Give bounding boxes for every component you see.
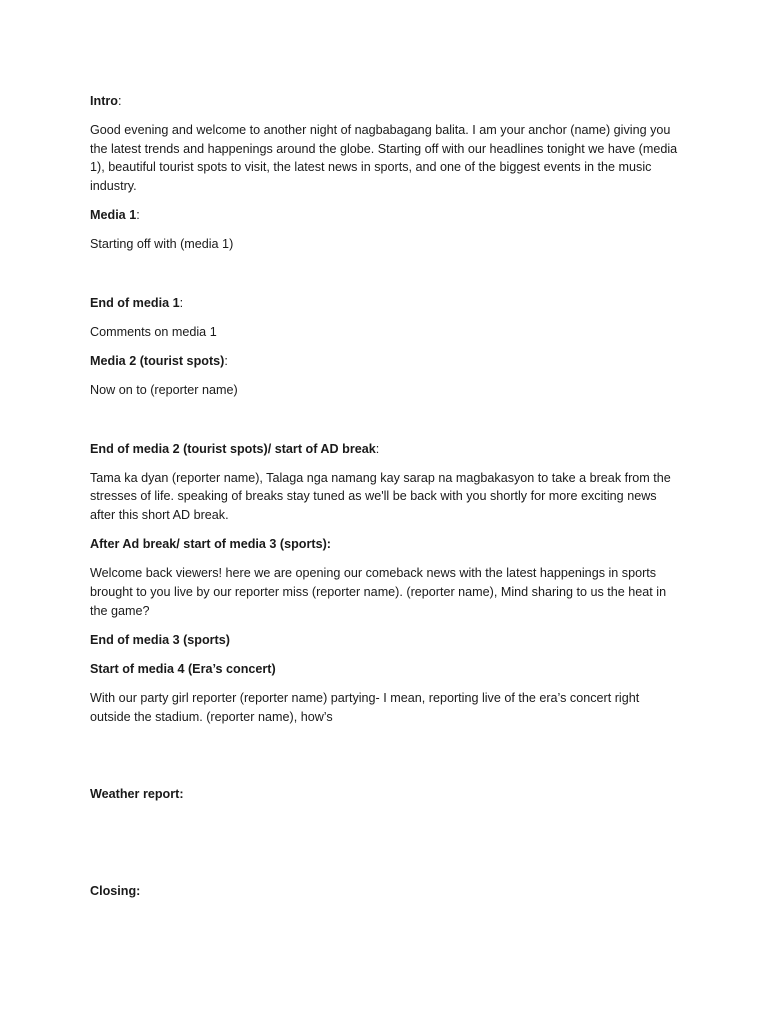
end-media1-heading [90,294,680,313]
media1-paragraph: Starting off with (media 1) [90,237,234,252]
closing-heading-label: Closing: [90,884,141,899]
end-media1-heading-label: End of media 1 [90,295,180,310]
blank-line [90,814,680,882]
media2-heading-suffix: : [224,354,228,369]
end-media3-heading-label: End of media 3 (sports) [90,632,230,647]
intro-heading-label: Intro [90,94,118,108]
media1-heading-suffix: : [136,208,140,223]
media2-heading-label: Media 2 (tourist spots) [90,354,225,369]
weather-heading-label: Weather report: [90,786,184,801]
intro-paragraph: Good evening and welcome to another night of nagbabagang balita. I am your anchor (name) giving you the latest trends and happenings around the globe. Starting off with our headlines tonight we have (media 1), beautiful tourist spots to visit, the latest news in sports, and one of the biggest events in the music industry. [90,123,678,193]
after-ad-heading [90,535,680,554]
blank-line [90,737,680,785]
media1-heading [90,206,680,225]
start-media4-heading-label: Start of media 4 (Era’s concert) [90,661,276,676]
after-ad-heading-label: After Ad break/ start of media 3 (sports): [90,537,331,552]
media2-paragraph: Now on to (reporter name) [90,383,238,398]
end-media2-heading-suffix: : [375,441,380,456]
end-media2-heading [90,440,680,459]
start-media4-heading [90,660,680,679]
intro-heading-suffix: : [117,94,122,108]
media1-heading-label: Media 1 [90,208,137,223]
end-media2-heading-label: End of media 2 (tourist spots)/ start of AD break [90,441,376,456]
media2-heading [90,352,680,371]
closing-heading [90,882,680,901]
start-media4-paragraph: With our party girl reporter (reporter name) partying- I mean, reporting live of the era’s concert right outside the stadium. (reporter name), how’s [90,691,640,724]
end-media3-heading [90,631,680,650]
weather-heading [90,785,680,804]
after-ad-paragraph: Welcome back viewers! here we are opening our comeback news with the latest happenings in sports brought to you live by our reporter miss (reporter name). (reporter name), Mind sharing to us the heat in the game? [90,566,667,618]
intro-heading [90,92,680,111]
blank-line [90,265,680,294]
end-media2-paragraph: Tama ka dyan (reporter name), Talaga nga namang kay sarap na magbakasyon to take a break from the stresses of life. speaking of breaks stay tuned as we'll be back with you shortly for more exciting news after this short AD break. [90,470,671,523]
end-media1-heading-suffix: : [179,295,184,310]
document-body [90,92,680,911]
blank-line [90,410,680,439]
end-media1-paragraph: Comments on media 1 [90,324,217,339]
